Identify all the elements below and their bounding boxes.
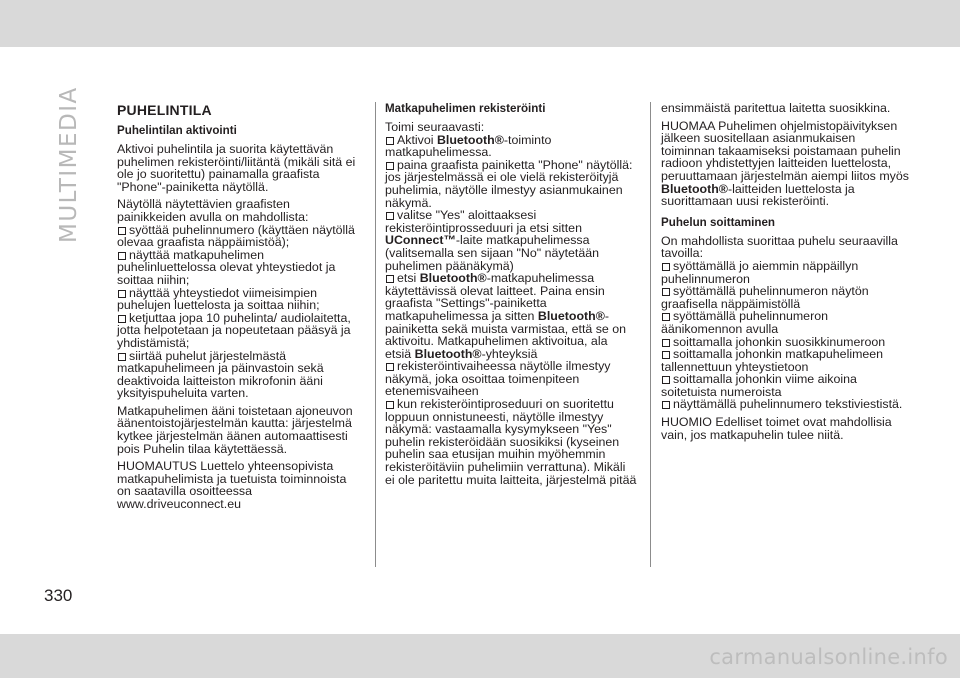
checkbox-bullet-icon [118, 290, 126, 298]
list-item: valitse "Yes" aloittaaksesi rekisteröintiprosseduuri ja etsi sitten UConnect™-laite matkapuhelimessa (valitsemalla sen sijaan "No" näytetään puhelimen päänäkymä) [385, 208, 600, 273]
paragraph: Matkapuhelimen ääni toistetaan ajoneuvon äänentoistojärjestelmän kautta: järjestelmä kytkee järjestelmän äänen automaattisesti pois Puhelin tilaa käytettäessä. [117, 403, 353, 456]
checkbox-bullet-icon [662, 339, 670, 347]
column-3 [661, 102, 911, 446]
list-item: näyttämällä puhelinnumero tekstiviestistä. [661, 398, 911, 411]
watermark-logo: carmanualsonline.info [709, 645, 948, 669]
subheading-phone-registration: Matkapuhelimen rekisteröinti [385, 102, 546, 115]
list-item: näyttää yhteystiedot viimeisimpien puhelujen luettelosta ja soittaa niihin; [117, 285, 320, 313]
checkbox-bullet-icon [662, 351, 670, 359]
list-item: syöttämällä jo aiemmin näppäillyn puhelinnumeron [661, 258, 859, 286]
column-1 [117, 102, 362, 516]
column-divider [375, 102, 376, 567]
list-item: paina graafista painiketta "Phone" näytöllä: jos järjestelmässä ei ole vielä rekisteröityjä puhelimia, näytölle ilmestyy asianmukainen näkymä. [385, 157, 633, 210]
list-item: näyttää matkapuhelimen puhelinluettelossa olevat yhteystiedot ja soittaa niihin; [117, 247, 336, 287]
list-item: syöttämällä puhelinnumeron äänikomennon avulla [661, 309, 828, 336]
checkbox-bullet-icon [386, 212, 394, 220]
section-side-label: MULTIMEDIA [56, 86, 82, 243]
column-divider [650, 102, 651, 567]
checkbox-bullet-icon [118, 252, 126, 260]
list-item: soittamalla johonkin suosikkinumeroon [661, 336, 911, 349]
checkbox-bullet-icon [118, 227, 126, 235]
note-paragraph: HUOMAA Puhelimen ohjelmistopäivityksen jälkeen suositellaan asianmukaisen toiminnan takaamiseksi poistamaan puhelin radioon yhdistettyjen laitteiden luettelosta, peruuttamaan järjestelmän aiempi liitos myös Bluetooth®-laitteiden luettelosta ja suorittamaan uusi rekisteröinti. [661, 118, 909, 209]
checkbox-bullet-icon [386, 275, 394, 283]
paragraph: Aktivoi puhelintila ja suorita käytettävän puhelimen rekisteröinti/liitäntä (mikäli sitä ei ole jo suoritettu) painamalla graafista "Phone"-painiketta näytöllä. [117, 142, 356, 194]
list-item: soittamalla johonkin viime aikoina soitetuista numeroista [661, 372, 857, 399]
note-paragraph: HUOMAUTUS Luettelo yhteensopivista matkapuhelimista ja tuetuista toiminnoista on saatavilla osoitteessa www.driveuconnect.eu [117, 459, 347, 512]
column-2 [385, 102, 637, 486]
section-title: PUHELINTILA [117, 102, 212, 118]
checkbox-bullet-icon [662, 263, 670, 271]
checkbox-bullet-icon [386, 137, 394, 145]
checkbox-bullet-icon [662, 401, 670, 409]
checkbox-bullet-icon [386, 401, 394, 409]
checkbox-bullet-icon [386, 363, 394, 371]
checkbox-bullet-icon [662, 376, 670, 384]
list-item: kun rekisteröintiproseduuri on suoritettu loppuun onnistuneesti, näytölle ilmestyy näkymä: vastaamalla kysymykseen "Yes" puhelin rekisteröidään suosikiksi (kyseinen puhelin saa etusijan muihin myöhemmin rekisteröitäviin puhelimiin verrattuna). Mikäli ei ole paritettu muita laitteita, järjestelmä pitää [385, 397, 637, 487]
checkbox-bullet-icon [118, 353, 126, 361]
checkbox-bullet-icon [118, 315, 126, 323]
subheading-making-call: Puhelun soittaminen [661, 215, 776, 229]
paragraph: ensimmäistä paritettua laitetta suosikkina. [661, 101, 891, 115]
checkbox-bullet-icon [386, 162, 394, 170]
page-number: 330 [44, 586, 73, 605]
list-item: etsi Bluetooth®-matkapuhelimessa käytettävissä olevat laitteet. Paina ensin graafista "Settings"-painiketta matkapuhelimessa ja sitten Bluetooth®-painiketta sekä muista varmistaa, että se on aktivoitu. Matkapuhelimen aktivoitua, ala etsiä Bluetooth®-yhteyksiä [385, 271, 627, 361]
list-item: soittamalla johonkin matkapuhelimeen tallennettuun yhteystietoon [661, 347, 884, 374]
list-item: Aktivoi Bluetooth®-toiminto matkapuhelimessa. [385, 132, 552, 160]
subheading-phone-activation: Puhelintilan aktivointi [117, 124, 237, 137]
paragraph: Toimi seuraavasti: [385, 120, 485, 134]
list-item: ketjuttaa jopa 10 puhelinta/ audiolaitetta, jotta helpotetaan ja nopeutetaan pääsyä ja yhdistämistä; [117, 310, 351, 350]
checkbox-bullet-icon [662, 313, 670, 321]
note-paragraph: HUOMIO Edelliset toimet ovat mahdollisia vain, jos matkapuhelin tulee niitä. [661, 415, 892, 442]
list-item: rekisteröintivaiheessa näytölle ilmestyy näkymä, joka osoittaa toimenpiteen etenemisvaiheen [385, 359, 611, 399]
list-item: syöttämällä puhelinnumeron näytön graafisella näppäimistöllä [661, 284, 869, 311]
checkbox-bullet-icon [662, 288, 670, 296]
paragraph: Näytöllä näytettävien graafisten painikkeiden avulla on mahdollista: [117, 197, 309, 224]
paragraph: On mahdollista suorittaa puhelu seuraavilla tavoilla: [661, 233, 898, 261]
top-band [0, 0, 960, 47]
list-item: siirtää puhelut järjestelmästä matkapuhelimeen ja päinvastoin sekä deaktivoida laitteiston mikrofonin ääni yksityispuheluita varten. [117, 348, 324, 401]
list-item: syöttää puhelinnumero (käyttäen näytöllä olevaa graafista näppäimistöä); [117, 222, 355, 250]
